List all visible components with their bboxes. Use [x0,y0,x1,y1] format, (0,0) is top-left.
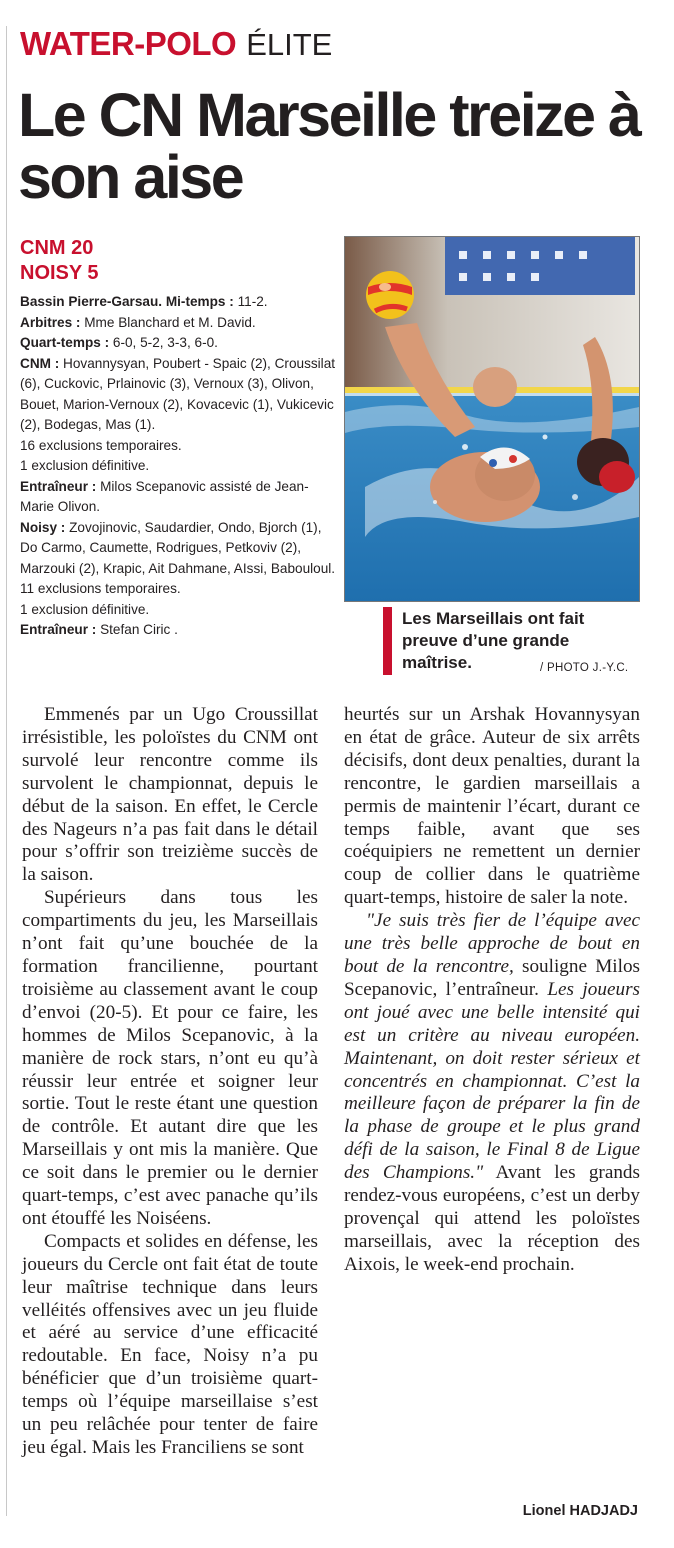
section-label: WATER-POLO [20,25,237,62]
body-paragraph-3: Compacts et solides en défense, les joueurs du Cercle ont fait état de toute leur maîtrise technique dans leurs velléités offensives avec un jeu fluide et aéré au service d’une efficacité redoutable. En face, Noisy n’a pu bénéficier que d’un troisième quart-temps où l’équipe marseillaise s’est un peu relâchée pour tenter de faire jeu égal. Mais les Franciliens se sont [22,1230,318,1458]
photo-caption: Les Marseillais ont fait preuve d’une grande maîtrise. [402,609,585,672]
match-score [20,236,99,286]
body-paragraph-3-continued: heurtés sur un Arshak Hovannysyan en état de grâce. Auteur de six arrêts décisifs, dont deux penalties, durant la rencontre, le gardien marseillais a permis de maintenir l’écart, durant ce temps faible, avant que ses coéquipiers ne remettent un dernier coup de collier dans le quatrième quart-temps, histoire de saler la note. [344,704,640,909]
body-closing: Avant les grands rendez-vous européens, c’est un derby provençal qui attend les poloïstes marseillais, avec la réception des Aixois, le week-end prochain. [344,1162,640,1275]
match-sheet [20,292,338,641]
body-paragraph-1: Emmenés par un Ugo Croussillat irrésistible, les poloïstes du CNM ont survolé leur rencontre comme ils survolent le championnat, depuis le début de la saison. En effet, le Cercle des Nageurs n’a pas fait dans le détail pour s’offrir son treizième succès de la saison. [22,704,318,886]
subsection-label: ÉLITE [246,27,333,62]
quote-part-1: "Je suis très fier de l’équipe avec une très belle approche de bout en bout de la rencontre, [344,910,640,977]
sheet-noisy-exclusions-def: 1 exclusion définitive. [20,601,150,617]
caption-accent-bar [383,607,392,675]
left-column-rule [6,26,7,1516]
sheet-noisy-exclusions-temp: 11 exclusions temporaires. [20,581,181,596]
body-quote-paragraph [344,910,640,1277]
sheet-noisy-roster: Noisy : Zovojinovic, Saudardier, Ondo, Bjorch (1), Do Carmo, Caumette, Rodrigues, Petkoviv (2), Marzouki (2), Krapic, Ait Dahmane, AIssi, Babouloul. [20,519,336,576]
score-away: NOISY 5 [20,262,99,284]
photo-credit: / PHOTO J.-Y.C. [540,662,629,674]
score-home: CNM 20 [20,237,94,259]
sheet-quarters: Quart-temps : 6-0, 5-2, 3-3, 6-0. [20,335,218,350]
sheet-cnm-exclusions-def: 1 exclusion définitive. [20,458,150,473]
article-photo [344,236,640,602]
quote-part-2: Les joueurs ont joué avec une belle intensité qui est un critère au niveau européen. Maintenant, on doit rester sérieux et concentrés en championnat. C’est la meilleure façon de préparer la fin de la phase de groupe et le plus grand défi de la saison, le Final 8 de Ligue des Champions." [344,978,640,1184]
body-paragraph-2: Supérieurs dans tous les compartiments du jeu, les Marseillais n’ont fait qu’une bouchée de la formation francilienne, pourtant troisième au classement avant le coup d’envoi (20-5). Et pour ce faire, les hommes de Milos Scepanovic, à la manière de rock stars, n’ont eu qu’à réussir leur entrée et soigner leur sortie. Tout le reste étant une question de contrôle. Et autant dire que les Marseillais y ont mis la manière. Que ce soit dans le premier ou le dernier quart-temps, c’est avec panache qu’ils ont étouffé les Noiséens. [22,887,318,1229]
section-kicker [20,24,332,65]
sheet-referees: Arbitres : Mme Blanchard et M. David. [20,314,256,330]
article-body-left [22,704,318,1460]
article-byline: Lionel HADJADJ [522,1503,638,1519]
sheet-cnm-roster: CNM : Hovannysyan, Poubert - Spaic (2), Croussilat (6), Cuckovic, Prlainovic (3), Vernoux (3), Olivon, Bouet, Marion-Vernoux (2), Kovacevic (1), Vukicevic (2), Bodegas, Mas (1). [20,355,336,432]
article-headline: Le CN Marseille treize à son aise [18,81,640,211]
article-body-right [344,704,640,1277]
sheet-cnm-exclusions-temp: 16 exclusions temporaires. [20,437,182,453]
quote-attribution: souligne Milos Scepanovic, l’entraîneur. [344,955,641,1000]
sheet-noisy-coach: Entraîneur : Stefan Ciric . [20,622,178,637]
sheet-venue: Bassin Pierre-Garsau. Mi-temps : 11-2. [20,294,268,309]
sheet-cnm-coach: Entraîneur : Milos Scepanovic assisté de Jean-Marie Olivon. [20,478,309,514]
